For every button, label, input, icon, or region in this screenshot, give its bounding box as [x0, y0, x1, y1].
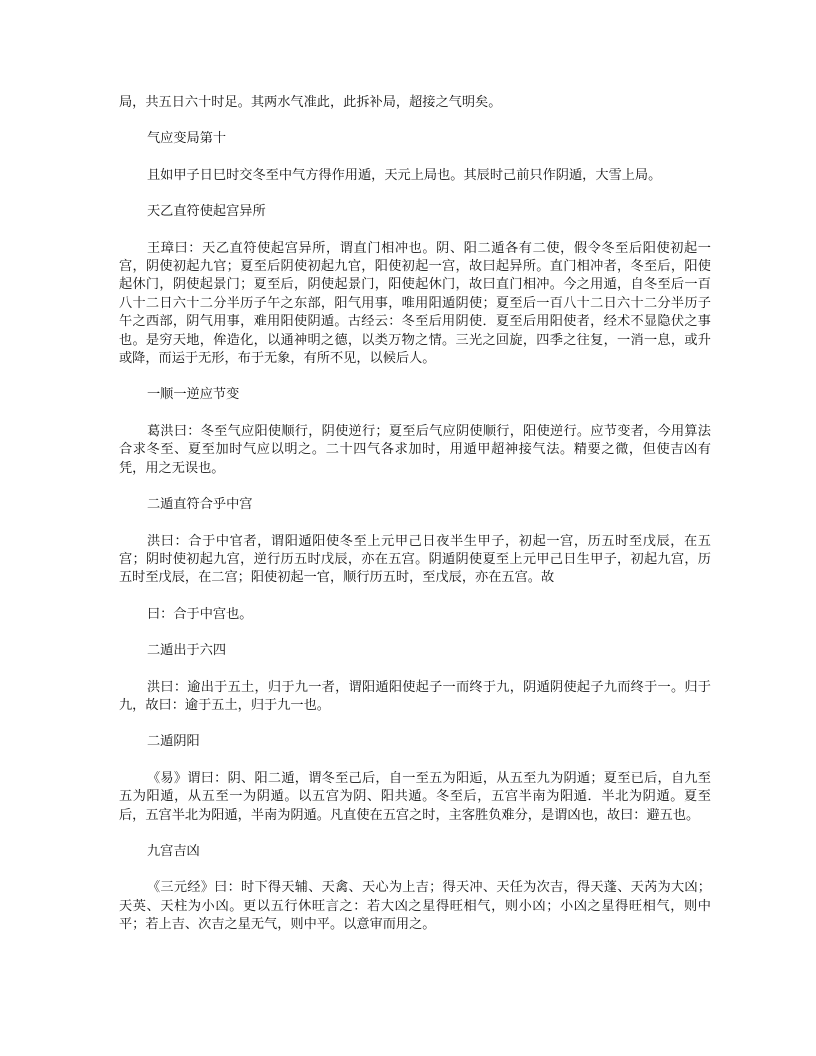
section-heading-liu-si: 二遁出于六四 [147, 643, 227, 659]
section-heading-qi-ying-bian-ju: 气应变局第十 [147, 131, 227, 147]
paragraph-hong-zhong-gong-end: 曰：合于中宫也。 [147, 606, 253, 622]
paragraph-hong-zhong-gong: 洪曰：合于中官者，谓阳遁阳使冬至上元甲己日夜半生甲子，初起一宫，历五时至戊辰，在五宫；阴时使初起九宫，逆行历五时戊辰，亦在五宫。阴遁阴使夏至上元甲己日生甲子，初起九宫，历五时至戊辰，在二宫；阳使初起一官，顺行历五时，至戊辰，亦在五宫。故 [119, 533, 711, 586]
paragraph-yi-jing: 《易》谓曰：阴、阳二遁，谓冬至己后，自一至五为阳逅，从五至九为阴遁；夏至已后，自九至五为阳遁，从五至一为阴遁。以五宫为阴、阳共遁。冬至后，五宫半南为阳遁．半北为阴遁。夏至后，五宫半北为阳遁，半南为阴遁。凡直使在五宫之时，主客胜负难分，是谓凶也，故曰：避五也。 [119, 770, 711, 823]
paragraph-ge-hong: 葛洪曰：冬至气应阳使顺行，阴使逆行；夏至后气应阴使顺行，阳使逆行。应节变者，今用算法合求冬至、夏至加时气应以明之。二十四气各求加时，用遁甲超神接气法。精要之微，但使吉凶有凭，用之无误也。 [119, 423, 711, 476]
section-heading-er-dun-yin-yang: 二遁阴阳 [147, 734, 200, 750]
paragraph-qi-ying: 且如甲子日巳时交冬至中气方得作用遁，天元上局也。其辰时己前只作阴遁，大雪上局。 [147, 167, 662, 183]
paragraph-continuation: 局，共五日六十时足。其两水气准此，此拆补局，超接之气明矣。 [119, 95, 502, 110]
section-heading-tian-yi: 天乙直符使起宫异所 [147, 204, 266, 220]
paragraph-san-yuan-jing: 《三元经》曰：时下得天辅、天禽、天心为上吉；得天冲、天任为次吉，得天蓬、天芮为大凶；天英、天柱为小凶。更以五行休旺言之：若大凶之星得旺相气，则小凶；小凶之星得旺相气，则中平；若上吉、次吉之星无气，则中平。以意审而用之。 [119, 880, 711, 933]
section-heading-zhong-gong: 二遁直符合乎中宫 [147, 497, 253, 513]
section-heading-jiu-gong: 九宫吉凶 [147, 843, 200, 859]
section-heading-yi-shun-yi-ni: 一顺一逆应节变 [147, 387, 240, 403]
paragraph-wang-zhang: 王璋曰：天乙直符使起宫异所，谓直门相冲也。阴、阳二遁各有二使，假令冬至后阳使初起一宫，阴使初起九官；夏至后阴使初起九官，阳使初起一宫，故曰起异所。直门相冲者，冬至后，阳使起休门，阴使起景门；夏至后，阴使起景门，阳使起休门，故曰直门相冲。今之用遁，自冬至后一百八十二日六十二分半历子午之东部，阳气用事，唯用阳遁阴使；夏至后一百八十二日六十二分半历子午之西部，阴气用事，难用阳使阴遁。古经云：冬至后用阴使．夏至后用阳使者，经术不显隐伏之事也。是穷天地，侔造化，以通神明之德，以类万物之情。三光之回旋，四季之往复，一消一息，或升或降，而运于无形，布于无象，有所不见，以候后人。 [119, 240, 711, 367]
paragraph-hong-liu-si: 洪曰：逾出于五土，归于九一者，谓阳遁阳使起子一而终于九，阴遁阴使起子九而终于一。归于九，故曰：逾于五土，归于九一也。 [119, 679, 711, 713]
document-page [119, 94, 711, 935]
